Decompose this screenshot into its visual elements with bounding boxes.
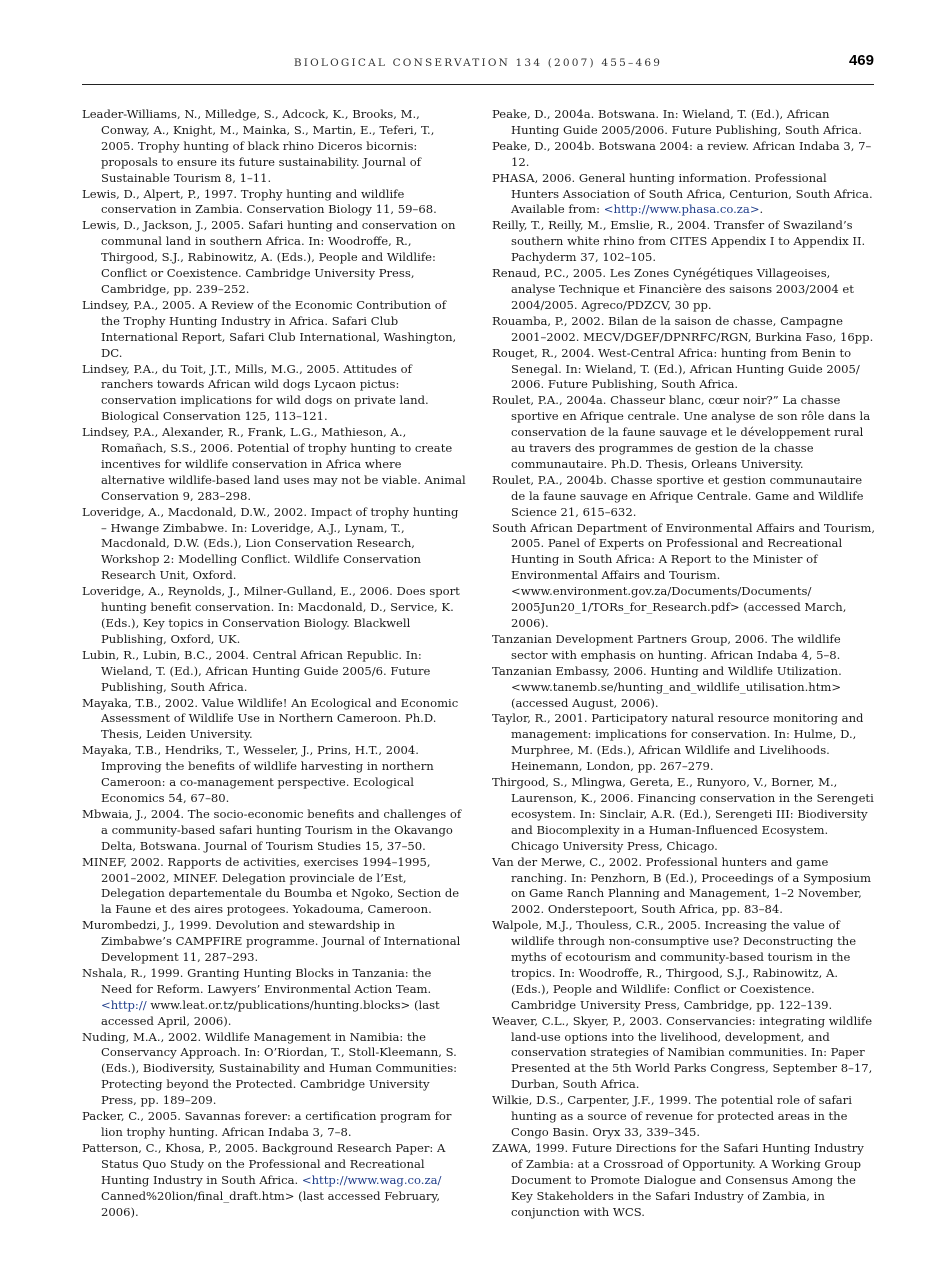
reference-entry <box>82 648 466 696</box>
reference-entry <box>82 807 466 855</box>
reference-text: Nshala, R., 1999. Granting Hunting Blocks in Tanzania: the Need for Reform. Lawyers’ Environmental Action Team. <box>82 965 432 996</box>
reference-link[interactable]: <http://www.phasa.co.za> <box>603 202 760 217</box>
reference-text: Wilkie, D.S., Carpenter, J.F., 1999. The potential role of safari hunting as a source of revenue for protected areas in the Congo Basin. Oryx 33, 339–345. <box>492 1093 852 1139</box>
reference-entry <box>82 362 466 426</box>
reference-text: Mayaka, T.B., Hendriks, T., Wesseler, J., Prins, H.T., 2004. Improving the benefits of wildlife harvesting in northern Cameroon: a co-management perspective. Ecological Economics 54, 67–80. <box>82 743 434 805</box>
reference-text: Weaver, C.L., Skyer, P., 2003. Conservancies: integrating wildlife land-use options into the livelihood, development, and conservation strategies of Namibian communities. In: Paper Presented at the 5th World Parks Congress, September 8–17, Durban, South Africa. <box>492 1013 873 1092</box>
reference-text: Peake, D., 2004a. Botswana. In: Wieland, T. (Ed.), African Hunting Guide 2005/2006. Future Publishing, South Africa. <box>492 107 862 137</box>
reference-text: Van der Merwe, C., 2002. Professional hunters and game ranching. In: Penzhorn, B (Ed.), Proceedings of a Symposium on Game Ranch Planning and Management, 1–2 November, 2002. Onderstepoort, South Africa, pp. 83–84. <box>492 854 871 917</box>
reference-text-tail: . <box>759 202 764 217</box>
reference-text: Roulet, P.A., 2004a. Chasseur blanc, cœur noir?” La chasse sportive en Afrique centrale. Une analyse de son rôle dans la conservation de la faune sauvage et le développement rural au travers des programmes de gestion de la chasse communautaire. Ph.D. Thesis, Orleans University. <box>492 393 871 471</box>
reference-text: Lewis, D., Alpert, P., 1997. Trophy hunting and wildlife conservation in Zambia. Conservation Biology 11, 59–68. <box>82 186 437 217</box>
reference-text: South African Department of Environmental Affairs and Tourism, 2005. Panel of Experts on Professional and Recreational Hunting in South Africa: A Report to the Minister of Environmental Affairs and Tourism. <www.environment.gov.za/Documents/Documents/ 2005Jun20_1/TORs_for_Research.pdf> (accessed March, 2006). <box>492 520 876 630</box>
reference-entry <box>82 425 466 505</box>
reference-text: PHASA, 2006. General hunting information. Professional Hunters Association of South Africa, Centurion, South Africa. Available from: <box>492 170 873 217</box>
reference-text: Mayaka, T.B., 2002. Value Wildlife! An Ecological and Economic Assessment of Wildlife Use in Northern Cameroon. Ph.D. Thesis, Leiden University. <box>82 695 459 742</box>
reference-entry <box>82 966 466 1030</box>
reference-entry <box>492 918 876 1013</box>
reference-text-tail: www.leat.or.tz/publications/hunting.blocks> (last accessed April, 2006). <box>101 997 440 1028</box>
reference-entry <box>82 743 466 807</box>
reference-text: Mbwaia, J., 2004. The socio-economic benefits and challenges of a community-based safari hunting Tourism in the Okavango Delta, Botswana. Journal of Tourism Studies 15, 37–50. <box>82 806 462 853</box>
reference-text: Peake, D., 2004b. Botswana 2004: a review. African Indaba 3, 7–12. <box>492 138 872 169</box>
reference-entry <box>82 1141 466 1221</box>
reference-text: Rouamba, P., 2002. Bilan de la saison de chasse, Campagne 2001–2002. MECV/DGEF/DPNRFC/RGN, Burkina Faso, 16pp. <box>492 313 874 344</box>
reference-text: Lindsey, P.A., du Toit, J.T., Mills, M.G., 2005. Attitudes of ranchers towards African wild dogs Lycaon pictus: conservation implications for wild dogs on private land. Biological Conservation 125, 113–121. <box>82 361 429 424</box>
reference-text: Leader-Williams, N., Milledge, S., Adcock, K., Brooks, M., Conway, A., Knight, M., Mainka, S., Martin, E., Teferi, T., 2005. Trophy hunting of black rhino Diceros bicornis: proposals to ensure its future sustainability. Journal of Sustainable Tourism 8, 1–11. <box>82 107 435 185</box>
reference-entry <box>492 473 876 521</box>
reference-text: Patterson, C., Khosa, P., 2005. Background Research Paper: A Status Quo Study on the Professional and Recreational Hunting Industry in South Africa. <box>82 1140 446 1187</box>
reference-entry <box>82 505 466 585</box>
reference-entry <box>82 696 466 744</box>
reference-entry <box>492 1141 876 1221</box>
reference-entry <box>492 1093 876 1141</box>
reference-text: Lindsey, P.A., Alexander, R., Frank, L.G., Mathieson, A., Romañach, S.S., 2006. Potential of trophy hunting to create incentives for wildlife conservation in Africa where alternative wildlife-based land uses may not be viable. Animal Conservation 9, 283–298. <box>82 425 466 503</box>
reference-entry <box>492 632 876 664</box>
reference-entry <box>82 918 466 966</box>
references-left-column <box>82 107 466 1220</box>
reference-entry <box>82 298 466 362</box>
page-number: 469 <box>848 52 874 69</box>
reference-text-tail: Canned%20lion/final_draft.htm> (last accessed February, 2006). <box>101 1188 441 1219</box>
reference-entry <box>492 107 876 139</box>
reference-entry <box>492 218 876 266</box>
reference-text: Rouget, R., 2004. West-Central Africa: hunting from Benin to Senegal. In: Wieland, T. (Ed.), African Hunting Guide 2005/ 2006. Future Publishing, South Africa. <box>492 345 860 392</box>
reference-entry <box>82 1030 466 1110</box>
reference-text: Roulet, P.A., 2004b. Chasse sportive et gestion communautaire de la faune sauvage en Afrique Centrale. Game and Wildlife Science 21, 615–632. <box>492 472 864 519</box>
reference-entry <box>492 855 876 919</box>
reference-link[interactable]: <http:// <box>101 997 147 1012</box>
page-header <box>82 50 874 85</box>
reference-text: Tanzanian Embassy, 2006. Hunting and Wildlife Utilization. <www.tanemb.se/hunting_and_wildlife_utilisation.htm> (accessed August, 2006). <box>492 663 842 710</box>
reference-text: Lindsey, P.A., 2005. A Review of the Economic Contribution of the Trophy Hunting Industry in Africa. Safari Club International Report, Safari Club International, Washington, DC. <box>82 297 457 360</box>
reference-entry <box>492 393 876 473</box>
reference-text: Walpole, M.J., Thouless, C.R., 2005. Increasing the value of wildlife through non-consumptive use? Deconstructing the myths of ecotourism and community-based tourism in the tropics. In: Woodroffe, R., Thirgood, S.J., Rabinowitz, A. (Eds.), People and Wildlife: Conflict or Coexistence. Cambridge University Press, Cambridge, pp. 122–139. <box>492 918 857 1012</box>
reference-entry <box>492 314 876 346</box>
reference-text: ZAWA, 1999. Future Directions for the Safari Hunting Industry of Zambia: at a Crossroad of Opportunity. A Working Group Document to Promote Dialogue and Consensus Among the Key Stakeholders in the Safari Industry of Zambia, in conjunction with WCS. <box>492 1140 864 1219</box>
reference-text: Lubin, R., Lubin, B.C., 2004. Central African Republic. In: Wieland, T. (Ed.), African Hunting Guide 2005/6. Future Publishing, South Africa. <box>82 647 431 694</box>
reference-entry <box>82 107 466 187</box>
reference-entry <box>492 711 876 775</box>
reference-entry <box>82 218 466 298</box>
reference-entry <box>82 187 466 219</box>
reference-text: Packer, C., 2005. Savannas forever: a certification program for lion trophy hunting. African Indaba 3, 7–8. <box>82 1109 452 1139</box>
reference-entry <box>492 664 876 712</box>
reference-entry <box>492 266 876 314</box>
reference-entry <box>492 1014 876 1094</box>
reference-entry <box>492 346 876 394</box>
references-right-column <box>492 107 876 1220</box>
reference-text: Loveridge, A., Macdonald, D.W., 2002. Impact of trophy hunting – Hwange Zimbabwe. In: Loveridge, A.J., Lynam, T., Macdonald, D.W. (Eds.), Lion Conservation Research, Workshop 2: Modelling Conflict. Wildlife Conservation Research Unit, Oxford. <box>82 504 459 583</box>
reference-text: Renaud, P.C., 2005. Les Zones Cynégétiques Villageoises, analyse Technique et Financière des saisons 2003/2004 et 2004/2005. Agreco/PDZCV, 30 pp. <box>492 266 854 312</box>
reference-text: Loveridge, A., Reynolds, J., Milner-Gulland, E., 2006. Does sport hunting benefit conservation. In: Macdonald, D., Service, K. (Eds.), Key topics in Conservation Biology. Blackwell Publishing, Oxford, UK. <box>82 584 460 646</box>
reference-entry <box>82 855 466 919</box>
reference-text: Thirgood, S., Mlingwa, Gereta, E., Runyoro, V., Borner, M., Laurenson, K., 2006. Financing conservation in the Serengeti ecosystem. In: Sinclair, A.R. (Ed.), Serengeti III: Biodiversity and Biocomplexity in a Human-Influenced Ecosystem. Chicago University Press, Chicago. <box>492 775 874 853</box>
reference-text: Murombedzi, J., 1999. Devolution and stewardship in Zimbabwe’s CAMPFIRE programme. Journal of International Development 11, 287–293. <box>82 918 461 965</box>
reference-entry <box>492 139 876 171</box>
reference-link[interactable]: <http://www.wag.co.za/ <box>301 1172 442 1187</box>
reference-entry <box>492 775 876 855</box>
running-head: BIOLOGICAL CONSERVATION 134 (2007) 455–469 <box>293 57 663 69</box>
reference-text: Lewis, D., Jackson, J., 2005. Safari hunting and conservation on communal land in southern Africa. In: Woodroffe, R., Thirgood, S.J., Rabinowitz, A. (Eds.), People and Wildlife: Conflict or Coexistence. Cambridge University Press, Cambridge, pp. 239–252. <box>82 218 456 296</box>
reference-text: Tanzanian Development Partners Group, 2006. The wildlife sector with emphasis on hunting. African Indaba 4, 5–8. <box>492 631 841 662</box>
reference-entry <box>82 584 466 648</box>
reference-text: MINEF, 2002. Rapports de activities, exercises 1994–1995, 2001–2002, MINEF. Delegation provinciale de l’Est, Delegation departementale du Boumba et Ngoko, Section de la Faune et des aires protogees. Yokadouma, Cameroon. <box>82 854 460 917</box>
reference-entry <box>492 171 876 219</box>
reference-entry <box>82 1109 466 1141</box>
reference-text: Reilly, T., Reilly, M., Emslie, R., 2004. Transfer of Swaziland’s southern white rhino from CITES Appendix I to Appendix II. Pachyderm 37, 102–105. <box>492 218 866 265</box>
reference-text: Taylor, R., 2001. Participatory natural resource monitoring and management: implications for conservation. In: Hulme, D., Murphree, M. (Eds.), African Wildlife and Livelihoods. Heinemann, London, pp. 267–279. <box>492 711 864 774</box>
reference-entry <box>492 521 876 632</box>
reference-text: Nuding, M.A., 2002. Wildlife Management in Namibia: the Conservancy Approach. In: O’Riordan, T., Stoll-Kleemann, S. (Eds.), Biodiversity, Sustainability and Human Communities: Protecting beyond the Protected. Cambridge University Press, pp. 189–209. <box>82 1029 458 1108</box>
